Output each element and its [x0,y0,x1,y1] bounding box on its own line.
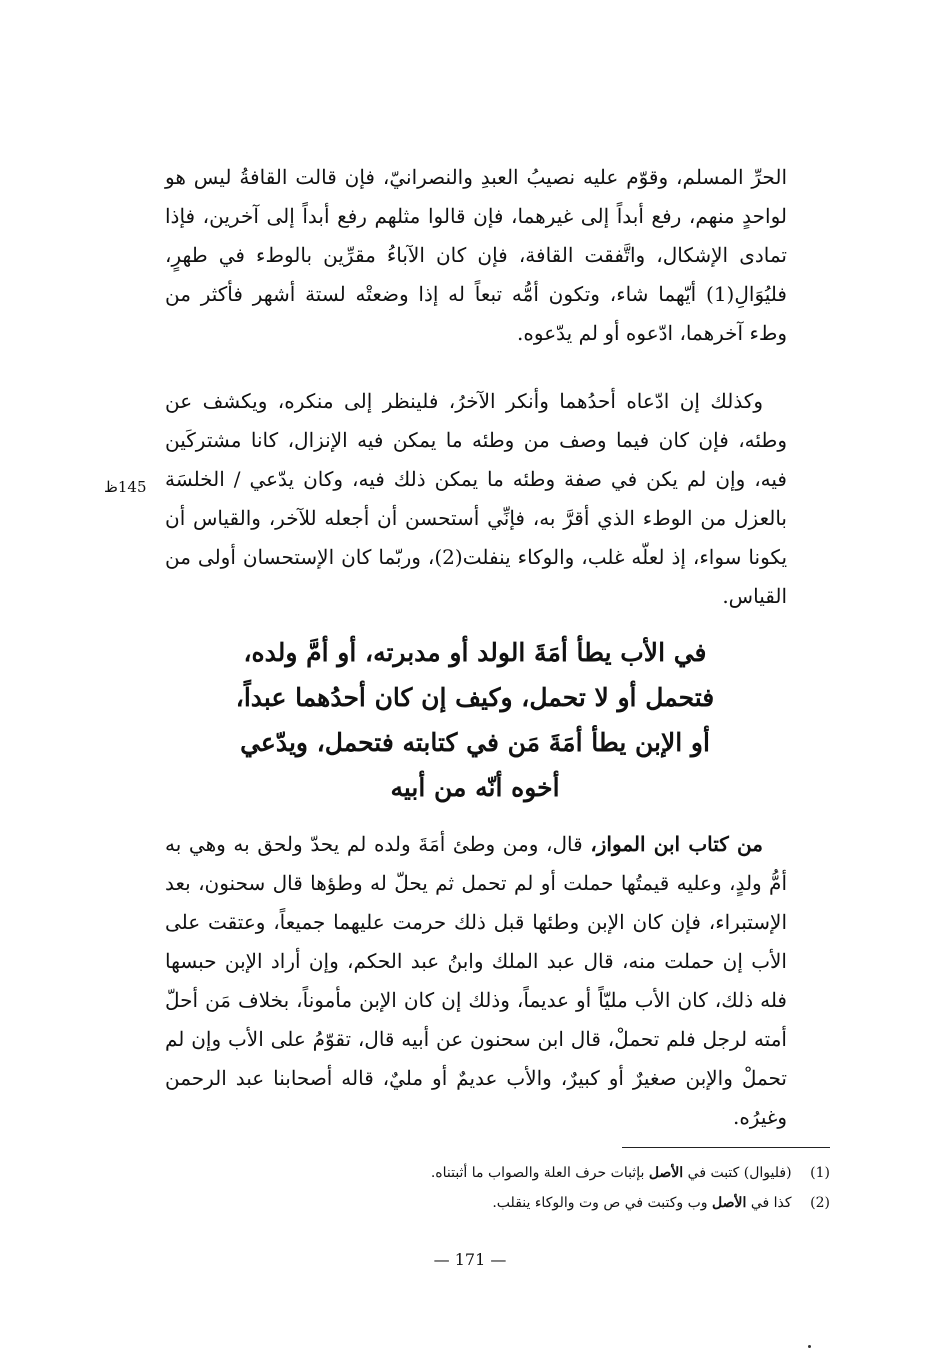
footnote-2 [300,1188,830,1218]
footnote-text: (فليوال) كتبت في [683,1165,792,1181]
footnote-1 [300,1158,830,1188]
footnote-bold-term: الأصل [712,1195,747,1211]
paragraph-2-text: وكذلك إن ادّعاه أحدُهما وأنكر الآخرُ، فلينظر إلى منكره، ويكشف عن وطئه، فإن كان فيما وصف من وطئه ما يمكن فيه الإنزال، كانا مشتركَين فيه، وإن لم يكن في صفة وطئه ما يمكن ذلك فيه، وكان يدّعي / الخلسَة بالعزل من الوطء الذي أقرَّ به، فإنِّي أستحسن أن أجعله للآخر، والقياس أن يكونا سواء، إذ لعلّه غلب، والوكاء ينفلت(2)، وربّما كان الإستحسان أولى من القياس. [165,389,788,608]
paragraph-2 [165,382,787,616]
heading-line-2: فتحمل أو لا تحمل، وكيف إن كان أحدُهما عبداً، [235,683,715,712]
footnote-text: وب وكتبت في ص وت والوكاء ينقلب. [492,1195,712,1211]
footnote-bold-term: الأصل [648,1165,684,1181]
footnote-number: (1) [810,1165,830,1181]
paragraph-3-source: من كتاب ابن المواز، [590,832,763,856]
paragraph-1 [165,158,787,353]
heading-line-1: في الأب يطأ أمَةَ الولد أو مدبرته، أو أمَّ ولده، [243,638,707,667]
heading-line-3: أو الإبن يطأ أمَةَ مَن في كتابته فتحمل، ويدّعي [240,728,710,757]
page-number: — 171 — [433,1250,507,1269]
paragraph-3 [165,825,787,1137]
section-heading [200,630,750,810]
footnote-text: بإثبات حرف العلة والصواب ما أثبتناه. [430,1165,649,1181]
footnote-text: كذا في [746,1195,792,1211]
footnotes [300,1158,830,1218]
footnote-number: (2) [810,1195,830,1211]
footnote-divider [622,1147,830,1148]
paragraph-1-text: الحرِّ المسلم، وقوّم عليه نصيبُ العبدِ والنصرانيّ، فإن قالت القافةُ ليس هو لواحدٍ منهم، رفع أبداً إلى غيرهما، فإن قالوا مثلهم رفع أبداً إلى آخرين، فإذا تمادى الإشكال، واتَّفقت القافة، فإن كان الآباءُ مقرِّين بالوطء في طهرٍ، فليُوَالِ(1) أيّهما شاء، وتكون أمُّه تبعاً له إذا وضعتْه لستة أشهر فأكثر من وطء آخرهما، ادّعوه أو لم يدّعوه. [165,165,787,345]
scan-speck [808,1345,811,1348]
margin-folio-note: 145ظ [104,478,147,496]
heading-line-4: أخوه أنّه من أبيه [390,773,560,802]
paragraph-3-text: قال، ومن وطئ أمَةَ ولده لم يحدّ ولحق به وهي به أمُّ ولدٍ، وعليه قيمتُها حملت أو لم تحمل ثم يحلّ له وطؤها قال سحنون، بعد الإستبراء، فإن كان الإبن وطئها قبل ذلك حرمت عليهما جميعاً، وعتقت على الأب إن حملت منه، قال عبد الملك وابنُ عبد الحكم، وإن أراد الإبن حبسها فله ذلك، كان الأب مليّاً أو عديماً، وذلك إن كان الإبن مأموناً، بخلاف مَن أحلّ أمته لرجل فلم تحملْ، قال ابن سحنون عن أبيه قال، تقوّمُ على الأب وإن لم تحملْ والإبن صغيرٌ أو كبيرٌ، والأب عديمٌ أو مليٌ، قاله أصحابنا عبد الرحمن وغيرُه. [165,832,787,1129]
